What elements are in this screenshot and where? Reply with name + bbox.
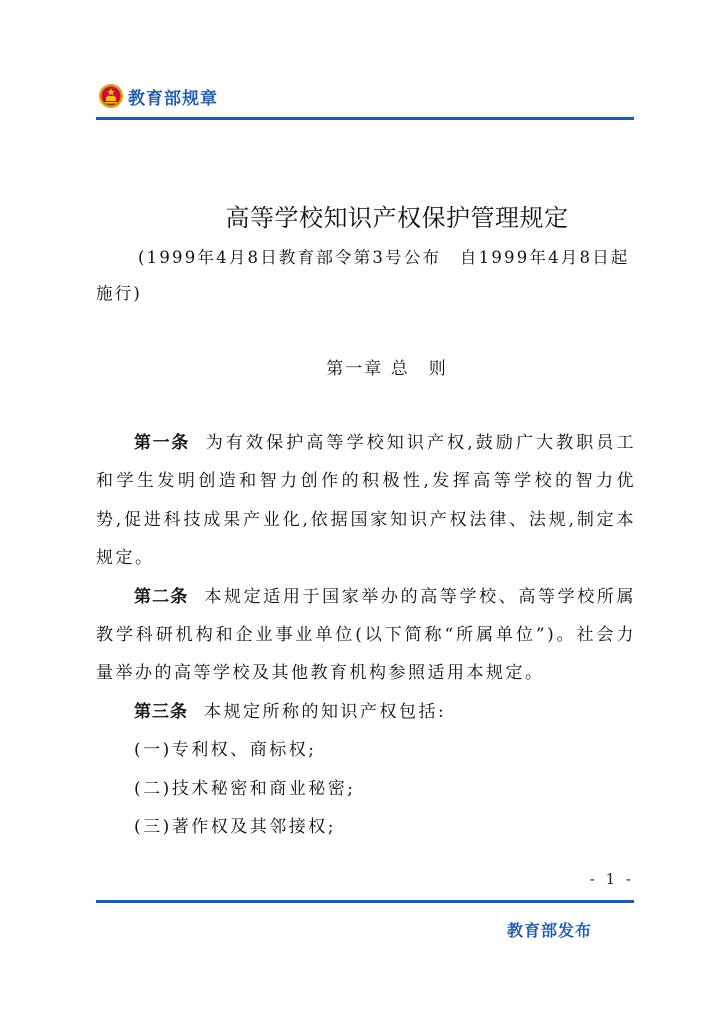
article-2-label: 第二条 [134, 586, 189, 607]
page-number: - 1 - [589, 870, 634, 888]
list-item: (二)技术秘密和商业秘密; [134, 778, 356, 799]
article-1-label: 第一条 [134, 433, 190, 453]
header-title: 教育部规章 [128, 88, 218, 109]
document-subtitle: (1999年4月8日教育部令第3号公布 自1999年4月8日起施行) [96, 248, 630, 303]
list-item: (三)著作权及其邻接权; [134, 817, 336, 838]
article-1-text: 为有效保护高等学校知识产权,鼓励广大教职员工和学生发明创造和智力创作的积极性,发挥高等学校的智力优势,促进科技成果产业化,依据国家知识产权法律、法规,制定本规定。 [96, 433, 637, 569]
article-1 [96, 424, 636, 578]
document-title: 高等学校知识产权保护管理规定 [225, 204, 569, 232]
article-2-text: 本规定适用于国家举办的高等学校、高等学校所属教学科研机构和企业事业单位(以下简称“所属单位”)。社会力量举办的高等学校及其他教育机构参照适用本规定。 [96, 586, 636, 684]
header-divider [96, 117, 634, 120]
document-body [96, 424, 636, 846]
footer-publisher: 教育部发布 [506, 921, 592, 940]
article-3-label: 第三条 [134, 701, 188, 722]
chapter-title: 第一章 总 则 [326, 359, 448, 379]
article-3 [96, 693, 636, 731]
page-header [98, 80, 218, 112]
national-emblem-icon [98, 83, 124, 109]
article-2 [96, 578, 636, 693]
article-3-text: 本规定所称的知识产权包括: [204, 701, 447, 722]
list-item: (一)专利权、商标权; [134, 740, 317, 761]
footer-divider [96, 900, 634, 903]
